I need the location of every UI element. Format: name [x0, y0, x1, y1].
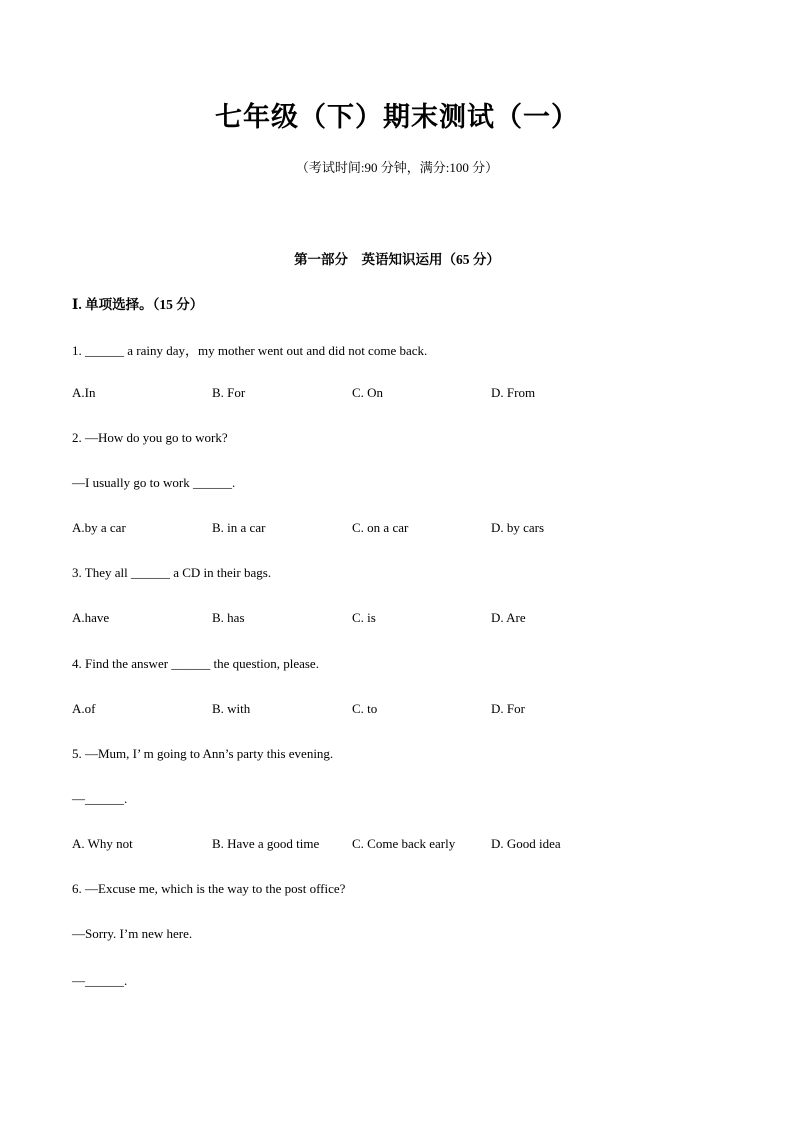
- option-b: B. with: [212, 701, 251, 716]
- option-a: A.have: [72, 610, 110, 625]
- question-6-response: —______.: [72, 973, 128, 988]
- exam-title: 七年级（下）期末测试（一）: [215, 102, 579, 133]
- option-c: C. On: [352, 385, 384, 400]
- option-d: D. From: [491, 385, 536, 400]
- question-6-stem: 6. —Excuse me, which is the way to the post office?: [72, 881, 346, 896]
- question-4-stem: 4. Find the answer ______ the question, please.: [72, 656, 319, 671]
- option-a: A.In: [72, 385, 96, 400]
- question-5-stem: 5. —Mum, I’ m going to Ann’s party this evening.: [72, 746, 334, 761]
- question-5-response: —______.: [72, 791, 128, 806]
- option-a: A. Why not: [72, 836, 133, 851]
- option-c: C. to: [352, 701, 378, 716]
- option-c: C. is: [352, 610, 376, 625]
- option-d: D. Are: [491, 610, 526, 625]
- option-d: D. Good idea: [491, 836, 561, 851]
- option-c: C. Come back early: [352, 836, 456, 851]
- question-6-reply: —Sorry. I’m new here.: [72, 926, 193, 941]
- option-b: B. For: [212, 385, 246, 400]
- question-2-stem: 2. —How do you go to work?: [72, 430, 228, 445]
- section-heading: Ⅰ. 单项选择。（15 分）: [72, 297, 204, 312]
- option-a: A.by a car: [72, 520, 126, 535]
- question-2-response: —I usually go to work ______.: [72, 475, 236, 490]
- question-1-stem: 1. ______ a rainy day，my mother went out and did not come back.: [72, 343, 428, 358]
- question-3-stem: 3. They all ______ a CD in their bags.: [72, 565, 272, 580]
- option-b: B. Have a good time: [212, 836, 320, 851]
- part-heading: 第一部分 英语知识运用（65 分）: [294, 252, 500, 267]
- option-b: B. has: [212, 610, 245, 625]
- option-b: B. in a car: [212, 520, 266, 535]
- option-d: D. For: [491, 701, 525, 716]
- option-c: C. on a car: [352, 520, 409, 535]
- exam-subtitle: （考试时间:90 分钟，满分:100 分）: [295, 160, 499, 175]
- option-d: D. by cars: [491, 520, 545, 535]
- option-a: A.of: [72, 701, 96, 716]
